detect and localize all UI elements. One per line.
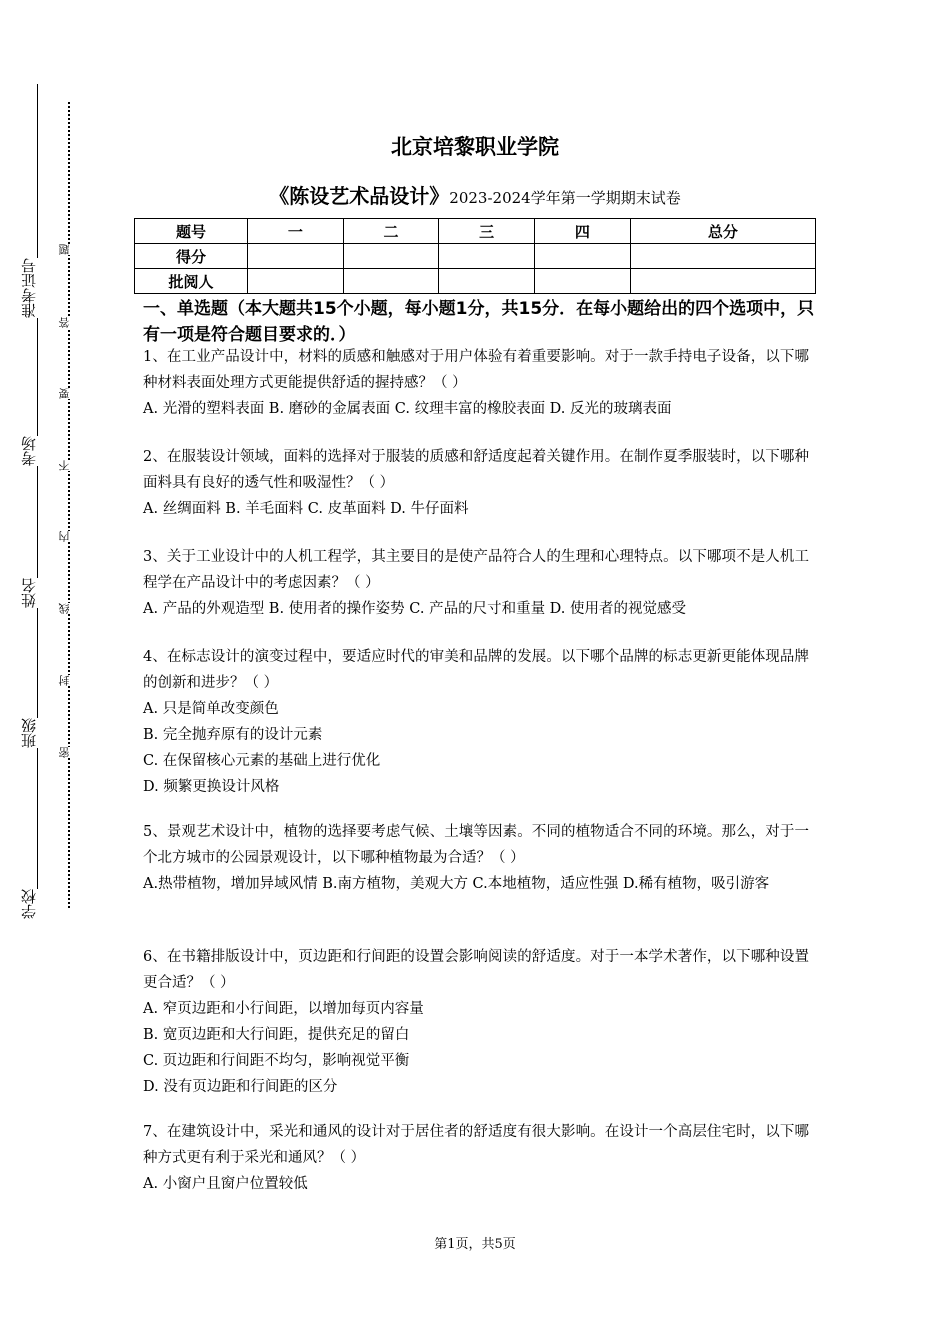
question-5	[143, 819, 809, 897]
option-a: A. 只是简单改变颜色	[143, 701, 279, 717]
score-table	[134, 218, 816, 294]
question-1	[143, 344, 809, 422]
exam-title	[0, 180, 950, 209]
reviewer-cell	[630, 269, 815, 294]
section-heading: 一、单选题（本大题共15个小题，每小题1分，共15分．在每小题给出的四个选项中，只有一项是符合题目要求的．）	[143, 299, 815, 345]
table-header-cell: 二	[343, 219, 439, 244]
seal-char: 答	[59, 317, 77, 328]
option-c: C. 页边距和行间距不均匀，影响视觉平衡	[143, 1053, 410, 1069]
seal-char: 线	[59, 603, 77, 614]
exam-room-label: 考场	[22, 436, 44, 466]
score-table-header-row	[135, 219, 816, 244]
option-line: A. 光滑的塑料表面 B. 磨砂的金属表面 C. 纹理丰富的橡胶表面 D. 反光的玻璃表面	[143, 401, 672, 417]
question-stem: 5、景观艺术设计中，植物的选择要考虑气候、土壤等因素。不同的植物适合不同的环境。那么，对于一个北方城市的公园景观设计，以下哪种植物最为合适？（ ）	[143, 824, 809, 866]
question-stem: 2、在服装设计领域，面料的选择对于服装的质感和舒适度起着关键作用。在制作夏季服装时，以下哪种面料具有良好的透气性和吸湿性？（ ）	[143, 449, 809, 491]
option-a: A. 窄页边距和小行间距，以增加每页内容量	[143, 1001, 424, 1017]
score-cell	[630, 244, 815, 269]
option-d: D. 没有页边距和行间距的区分	[143, 1079, 338, 1095]
question-stem: 4、在标志设计的演变过程中，要适应时代的审美和品牌的发展。以下哪个品牌的标志更新更能体现品牌的创新和进步？（ ）	[143, 649, 809, 691]
reviewer-cell	[439, 269, 535, 294]
school-label: 学校	[22, 889, 44, 919]
question-2	[143, 444, 809, 522]
seal-char: 封	[59, 675, 77, 686]
course-name: 《陈设艺术品设计》	[269, 184, 450, 208]
question-3	[143, 544, 809, 622]
reviewer-cell	[535, 269, 631, 294]
score-cell	[248, 244, 344, 269]
score-cell	[535, 244, 631, 269]
seal-char: 要	[59, 388, 77, 399]
score-cell	[439, 244, 535, 269]
name-label: 姓名	[22, 578, 44, 608]
seal-char: 密	[59, 747, 77, 758]
reviewer-cell	[248, 269, 344, 294]
reviewer-cell	[343, 269, 439, 294]
option-d: D. 频繁更换设计风格	[143, 779, 280, 795]
option-c: C. 在保留核心元素的基础上进行优化	[143, 753, 381, 769]
option-line: A.热带植物，增加异域风情 B.南方植物，美观大方 C.本地植物，适应性强 D.稀有植物，吸引游客	[143, 876, 770, 892]
reviewer-row	[135, 269, 816, 294]
page-number: 第1页，共5页	[434, 1237, 516, 1252]
option-b: B. 宽页边距和大行间距，提供充足的留白	[143, 1027, 410, 1043]
table-header-cell: 四	[535, 219, 631, 244]
row-label: 批阅人	[135, 269, 248, 294]
question-stem: 7、在建筑设计中，采光和通风的设计对于居住者的舒适度有很大影响。在设计一个高层住宅时，以下哪种方式更有利于采光和通风？（ ）	[143, 1124, 809, 1166]
question-stem: 6、在书籍排版设计中，页边距和行间距的设置会影响阅读的舒适度。对于一本学术著作，以下哪种设置更合适？（ ）	[143, 949, 809, 991]
school-title: 北京培黎职业学院	[391, 135, 559, 159]
question-6	[143, 944, 809, 1100]
option-a: A. 小窗户且窗户位置较低	[143, 1176, 308, 1192]
score-row	[135, 244, 816, 269]
class-label: 班级	[22, 718, 44, 748]
option-line: A. 产品的外观造型 B. 使用者的操作姿势 C. 产品的尺寸和重量 D. 使用者的视觉感受	[143, 601, 687, 617]
option-line: A. 丝绸面料 B. 羊毛面料 C. 皮革面料 D. 牛仔面料	[143, 501, 469, 517]
admission-number-label: 准考证号	[22, 258, 44, 318]
question-stem: 3、关于工业设计中的人机工程学，其主要目的是使产品符合人的生理和心理特点。以下哪项不是人机工程学在产品设计中的考虑因素？（ ）	[143, 549, 809, 591]
question-stem: 1、在工业产品设计中，材料的质感和触感对于用户体验有着重要影响。对于一款手持电子设备，以下哪种材料表面处理方式更能提供舒适的握持感？（ ）	[143, 349, 809, 391]
term-label: 2023-2024学年第一学期期末试卷	[449, 189, 681, 207]
seal-char: 不	[59, 460, 77, 471]
question-7	[143, 1119, 809, 1197]
table-header-cell: 总分	[630, 219, 815, 244]
row-label: 得分	[135, 244, 248, 269]
table-header-cell: 三	[439, 219, 535, 244]
option-b: B. 完全抛弃原有的设计元素	[143, 727, 323, 743]
table-header-cell: 题号	[135, 219, 248, 244]
question-4	[143, 644, 809, 800]
seal-char: 内	[59, 531, 77, 542]
seal-char: 题	[59, 244, 77, 255]
score-cell	[343, 244, 439, 269]
seal-dotted-line	[68, 102, 70, 908]
table-header-cell: 一	[248, 219, 344, 244]
